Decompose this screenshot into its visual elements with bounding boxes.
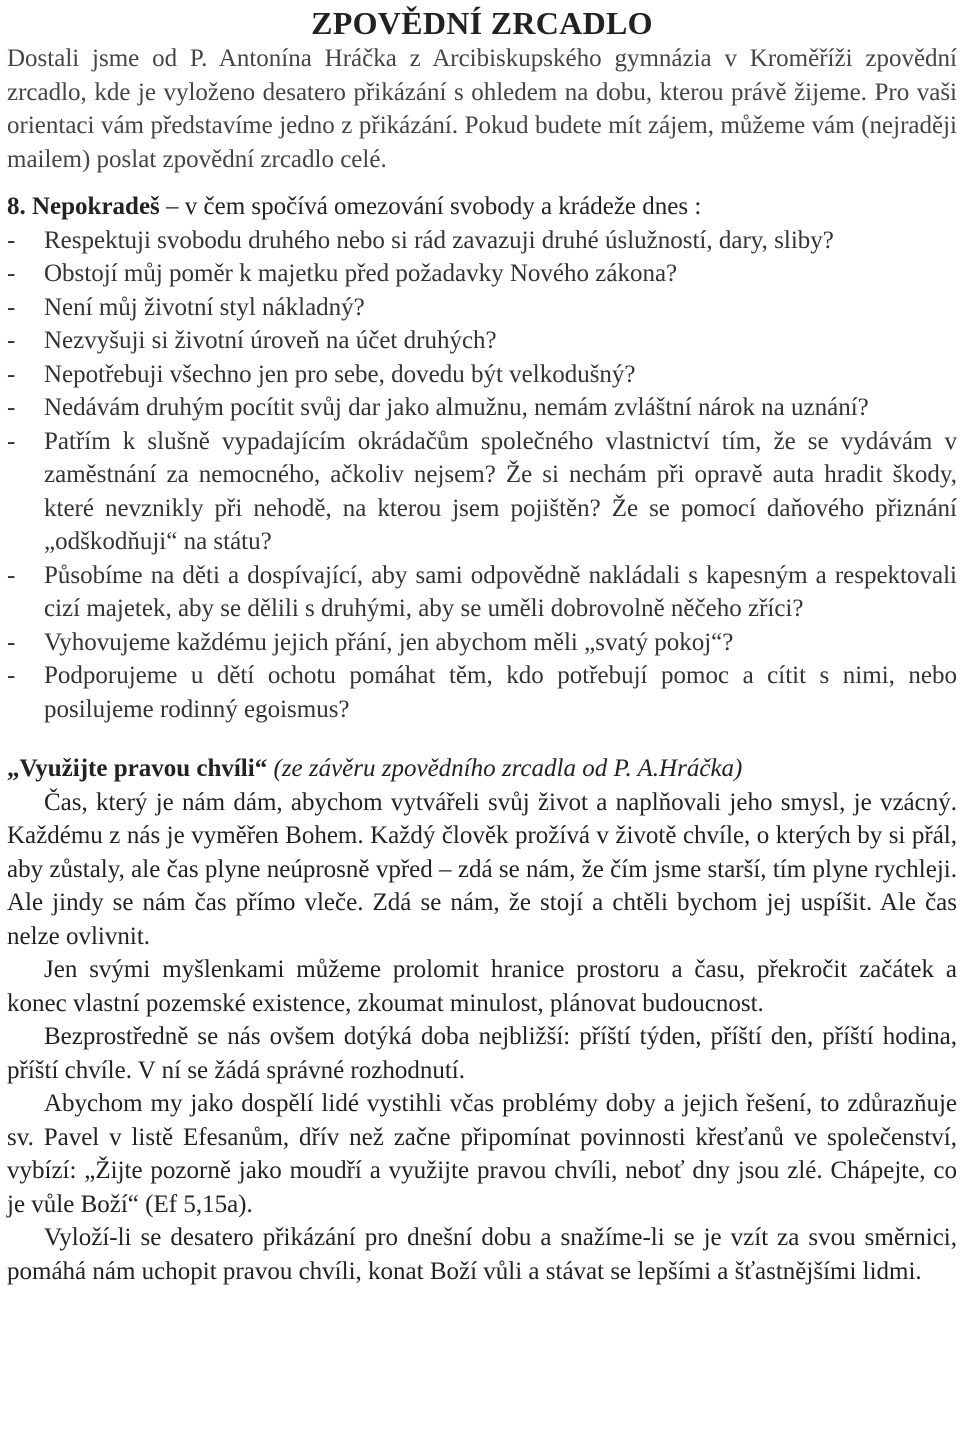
list-item — [7, 391, 957, 425]
question-text: Respektuji svobodu druhého nebo si rád zavazuji druhé úslužností, dary, sliby? — [44, 226, 834, 254]
body-paragraph: Bezprostředně se nás ovšem dotýká doba nejbližší: příští týden, příští den, příští hodina, příští chvíle. V ní se žádá správné rozhodnutí. — [7, 1023, 957, 1084]
commandment-heading — [7, 190, 957, 224]
question-text: Nezvyšuji si životní úroveň na účet druhých? — [44, 327, 497, 354]
question-text: Podporujeme u dětí ochotu pomáhat těm, kdo potřebují pomoc a cítit s nimi, nebo posilujeme rodinný egoismus? — [44, 662, 957, 723]
dash-marker: - — [7, 360, 16, 388]
list-item — [7, 425, 957, 559]
body-paragraph: Vyloží-li se desatero přikázání pro dnešní dobu a snažíme-li se je vzít za svou směrnici, pomáhá nám uchopit pravou chvíli, konat Boží vůli a stávat se lepšími a šťastnějšími lidmi. — [7, 1224, 957, 1285]
question-text: Patřím k slušně vypadajícím okrádačům společného vlastnictví tím, že se vydávám v zaměstnání za nemocného, ačkoliv nejsem? Že si nechám při opravě auta hradit škody, které nevznikly při nehodě, na kterou jsem pojištěn? Že se pomocí daňového přiznání „odškodňuji“ na státu? — [44, 427, 957, 555]
dash-marker: - — [7, 561, 16, 589]
question-text: Vyhovujeme každému jejich přání, jen abychom měli „svatý pokoj“? — [44, 628, 734, 656]
question-text: Není můj životní styl nákladný? — [44, 293, 365, 321]
list-item — [7, 224, 957, 258]
body-paragraph: Abychom my jako dospělí lidé vystihli včas problémy doby a jejich řešení, to zdůrazňuje sv. Pavel v listě Efesanům, dřív než začne připomínat povinnosti křesťanů ve společenství, vybízí: „Žijte pozorně jako moudří a využijte pravou chvíli, neboť dny jsou zlé. Chápejte, co je vůle Boží“ (Ef 5,15a). — [7, 1090, 957, 1218]
page-title: ZPOVĚDNÍ ZRCADLO — [311, 5, 653, 41]
dash-marker: - — [7, 427, 16, 455]
dash-marker: - — [7, 226, 16, 254]
list-item — [7, 324, 957, 358]
question-text: Působíme na děti a dospívající, aby sami odpovědně nakládali s kapesným a respektovali cizí majetek, aby se dělili s druhými, aby se uměli dobrovolně něčeho zříci? — [44, 561, 957, 622]
section-source: (ze závěru zpovědního zrcadla od P. A.Hráčka) — [267, 755, 743, 782]
list-item — [7, 626, 957, 660]
dash-marker: - — [7, 662, 16, 689]
commandment-name: Nepokradeš — [32, 193, 160, 220]
dash-marker: - — [7, 394, 16, 421]
question-list — [7, 224, 957, 727]
dash-marker: - — [7, 327, 16, 354]
dash-marker: - — [7, 293, 16, 321]
spacer — [7, 176, 957, 190]
body-paragraph: Čas, který je nám dám, abychom vytvářeli svůj život a naplňovali jeho smysl, je vzácný. Každému z nás je vyměřen Bohem. Každý člověk prožívá v životě chvíle, o kterých by si přál, aby zůstaly, ale čas plyne neúprosně vpřed – zdá se nám, že čím jsme starší, tím plyne rychleji. Ale jindy se nám čas přímo vleče. Zdá se nám, že stojí a chtěli bychom jej uspíšit. Ale čas nelze ovlivnit. — [7, 788, 957, 950]
list-item — [7, 257, 957, 291]
question-text: Nepotřebuji všechno jen pro sebe, dovedu být velkodušný? — [44, 360, 636, 388]
commandment-description: – v čem spočívá omezování svobody a krádeže dnes : — [159, 193, 702, 220]
document-page — [7, 4, 957, 1288]
dash-marker: - — [7, 628, 16, 656]
list-item — [7, 559, 957, 626]
question-text: Obstojí můj poměr k majetku před požadavky Nového zákona? — [44, 260, 678, 287]
body-paragraph: Jen svými myšlenkami můžeme prolomit hranice prostoru a času, překročit začátek a konec vlastní pozemské existence, zkoumat minulost, plánovat budoucnost. — [7, 956, 957, 1017]
intro-paragraph: Dostali jsme od P. Antonína Hráčka z Arcibiskupského gymnázia v Kroměříži zpovědní zrcadlo, kde je vyloženo desatero přikázání s ohledem na dobu, kterou právě žijeme. Pro vaši orientaci vám představíme jedno z přikázání. Pokud budete mít zájem, můžeme vám (nejraději mailem) poslat zpovědní zrcadlo celé. — [7, 45, 957, 173]
question-text: Nedávám druhým pocítit svůj dar jako almužnu, nemám zvláštní nárok na uznání? — [44, 394, 869, 421]
spacer — [7, 726, 957, 752]
section-heading — [7, 752, 957, 786]
list-item — [7, 358, 957, 392]
dash-marker: - — [7, 260, 16, 287]
list-item — [7, 659, 957, 726]
list-item — [7, 291, 957, 325]
commandment-number: 8. — [7, 193, 26, 220]
section-title: „Využijte pravou chvíli“ — [7, 755, 268, 782]
